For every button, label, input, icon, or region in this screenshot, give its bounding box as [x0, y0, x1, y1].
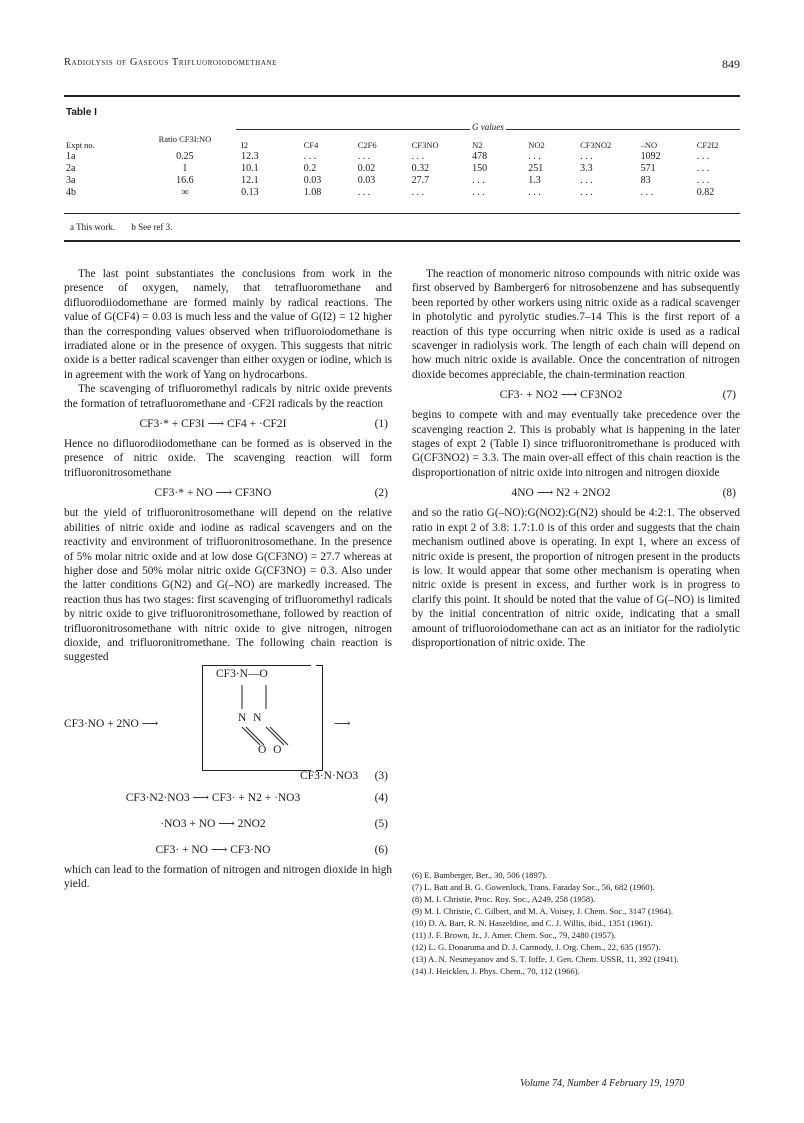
equation: [412, 382, 740, 408]
table-cell: 0.82: [696, 187, 715, 198]
paragraph: The reaction of monomeric nitroso compounds with nitric oxide was first observed by Bamberger6 for nitrosobenzene and has subsequently been reported by other workers using nitric oxide as a radical scavenger in photolytic and pyrolytic studies.7–14 This is the first report of a reaction of this type occurring when nitric oxide is used as a radical scavenger in radiolysis work. The length of each chain will depend on how much nitric oxide is available. Once the concentration of nitrogen dioxide becomes appreciable, the chain-termination reaction: [412, 268, 740, 381]
reference-item: (14) J. Heicklen, J. Phys. Chem., 70, 112 (1966).: [412, 966, 580, 976]
scheme-product: CF3·N·NO3: [300, 769, 359, 782]
equation: [412, 480, 740, 506]
table-bottom-rule: [64, 240, 740, 242]
equation-number: (1): [374, 418, 388, 431]
col-header: Ratio CF3I:NO: [158, 134, 212, 144]
table-cell: . . .: [357, 151, 371, 162]
col-header: –NO: [640, 140, 658, 150]
reference-list: [412, 870, 740, 978]
table-divider-rule: [64, 213, 740, 214]
col-header: N2: [472, 140, 483, 150]
table-cell: 571: [640, 163, 656, 174]
col-header: C2F6: [357, 140, 377, 150]
table-cell: 12.3: [241, 151, 259, 162]
page-number: 849: [722, 57, 740, 71]
equation-text: CF3· + NO ⟶ CF3·NO: [155, 843, 271, 856]
equation-text: CF3·* + CF3I ⟶ CF4 + ·CF2I: [139, 418, 287, 431]
col-header: NO2: [528, 140, 545, 150]
table-cell: 0.2: [303, 163, 317, 174]
table-cell: . . .: [580, 175, 593, 186]
equation-number: (3): [374, 769, 388, 782]
paragraph: but the yield of trifluoronitrosomethane will depend on the relative abilities of nitric oxide and iodine as radical scavengers and on the reactivity and environment of trifluoronitrosomethane. In the presence of 5% molar nitric oxide and at low dose G(CF3NO) = 27.7 whereas at higher dose and 50% molar nitric oxide G(CF3NO) = 0.3. Also under the latter conditions G(N2) and G(–NO) are markedly increased. The reaction thus has two stages: first scavenging of trifluoromethyl radicals by nitric oxide to give trifluoronitrosomethane, followed by reaction of trifluoronitrosomethane with nitric oxide to give nitrogen, nitrogen dioxide, and trifluoronitromethane. The following chain reaction is suggested: [64, 507, 392, 664]
table-cell: 1.3: [528, 175, 541, 186]
table-cell: 1a: [66, 151, 76, 162]
equation-number: (6): [374, 843, 388, 856]
table-cell: . . .: [640, 187, 654, 198]
equation-number: (8): [722, 487, 736, 500]
table-cell: 1: [182, 163, 188, 174]
col-header: Expt no.: [66, 140, 95, 150]
table-cell: . . .: [580, 187, 593, 198]
table-row: [64, 151, 740, 163]
table-cell: 3.3: [580, 163, 593, 174]
table-cell: 2a: [66, 163, 76, 174]
equation-text: ·NO3 + NO ⟶ 2NO2: [160, 817, 266, 830]
paragraph: The last point substantiates the conclusions from work in the presence of oxygen, namely, that tetrafluoromethane and difluorodiiodomethane are formed mainly by radical reactions. The value of G(CF4) = 0.03 is much less and the value of G(I2) = 12 higher than the corresponding values observed when trifluoroiodomethane is irradiated alone or in the presence of oxygen. This suggests that nitric oxide is a better radical scavenger than either oxygen or iodine, which is in agreement with the work of Yang on hydrocarbons.: [64, 268, 392, 381]
table-cell: 4b: [66, 187, 76, 198]
equation: [64, 811, 392, 837]
reference-item: (7) L. Batt and B. G. Gowenlock, Trans. Faraday Soc., 56, 682 (1960).: [412, 882, 655, 892]
equation: [64, 480, 392, 506]
paragraph: Hence no difluorodiiodomethane can be formed as is observed in the presence of nitric oxide. The scavenging reaction will form trifluoronitrosomethane: [64, 438, 392, 479]
equation-number: (5): [374, 817, 388, 830]
equation-text: CF3· + NO2 ⟶ CF3NO2: [499, 389, 623, 402]
table-cell: 12.1: [241, 175, 259, 186]
table-cell: . . .: [472, 187, 485, 198]
table-cell: 1.08: [303, 187, 322, 198]
right-column: [412, 267, 740, 650]
running-title: Radiolysis of Gaseous Trifluoroiodomethane: [64, 57, 278, 68]
table-cell: . . .: [696, 175, 710, 186]
table-cell: . . .: [696, 163, 710, 174]
table-top-rule: [64, 95, 740, 97]
g-values-label: G values: [472, 122, 504, 132]
results-table: [64, 127, 740, 199]
table-cell: 478: [472, 151, 488, 162]
equation-text: CF3·N2·NO3 ⟶ CF3· + N2 + ·NO3: [125, 791, 301, 804]
table-cell: 0.02: [357, 163, 376, 174]
col-header: CF4: [303, 140, 319, 150]
reference-item: (13) A. N. Nesmeyanov and S. T. Ioffe, J. Gen. Chem. USSR, 11, 392 (1941).: [412, 954, 679, 964]
scheme-structure-top: CF3·N—O: [216, 667, 268, 680]
equation-number: (7): [722, 389, 736, 402]
equation-number: (2): [374, 487, 388, 500]
table-cell: . . .: [303, 151, 317, 162]
equation-number: (4): [374, 791, 388, 804]
table-cell: 27.7: [411, 175, 430, 186]
footnote-b: b See ref 3.: [131, 222, 173, 232]
equation-text: 4NO ⟶ N2 + 2NO2: [511, 487, 611, 500]
chain-reaction-scheme: [64, 665, 392, 785]
table-cell: 0.13: [241, 187, 259, 198]
col-header: CF3NO: [411, 140, 439, 150]
left-column: [64, 267, 392, 892]
scheme-arrow: ⟶: [334, 717, 351, 730]
reference-item: (8) M. I. Christie, Proc. Roy. Soc., A249, 258 (1958).: [412, 894, 596, 904]
equation-text: CF3·* + NO ⟶ CF3NO: [154, 487, 272, 500]
table-cell: . . .: [696, 151, 710, 162]
reference-item: (12) L. G. Donaruma and D. J. Carmody, J. Org. Chem., 22, 635 (1957).: [412, 942, 661, 952]
table-cell: . . .: [580, 151, 593, 162]
paragraph: which can lead to the formation of nitrogen and nitrogen dioxide in high yield.: [64, 863, 392, 891]
scheme-structure-bottom: O O: [258, 743, 284, 756]
table-cell: ∞: [181, 187, 189, 198]
scheme-reactants: CF3·NO + 2NO ⟶: [64, 717, 159, 730]
equation: [64, 411, 392, 437]
footnote-a: a This work.: [70, 222, 116, 232]
equation: [64, 785, 392, 811]
col-header: I2: [241, 140, 249, 150]
paragraph: and so the ratio G(–NO):G(NO2):G(N2) should be 4:2:1. The observed ratio in expt 2 of 3.8: 1.7:1.0 is of this order and suggests that the chain mechanism outlined above is operating. In expt 1, where an excess of nitric oxide is present, the proportion of nitrogen present in the products is low. It would appear that some other mechanism is operating when nitric oxide is present in excess, and further work is in progress to clarify this point. It should be noted that the value of G(–NO) is limited by the initial concentration of nitric oxide, indicating that a small amount of trifluoroiodomethane can act as an initiator for the radiolytic disproportionation of nitric oxide. The: [412, 507, 740, 649]
reference-item: (6) E. Bamberger, Ber., 30, 506 (1897).: [412, 870, 548, 880]
table-cell: . . .: [528, 151, 541, 162]
table-cell: 1092: [640, 151, 661, 162]
reference-item: (9) M. I. Christie, C. Gilbert, and M. A. Voisey, J. Chem. Soc., 3147 (1964).: [412, 906, 673, 916]
col-header: CF3NO2: [580, 140, 612, 150]
table-cell: 0.32: [411, 163, 430, 174]
journal-footer: Volume 74, Number 4 February 19, 1970: [520, 1078, 685, 1089]
table-cell: 150: [472, 163, 488, 174]
table-cell: . . .: [528, 187, 541, 198]
table-row: [64, 163, 740, 175]
table-row: [64, 175, 740, 187]
table-cell: 251: [528, 163, 544, 174]
reference-item: (10) D. A. Barr, R. N. Haszeldine, and C. J. Willis, ibid., 1351 (1961).: [412, 918, 653, 928]
paragraph: The scavenging of trifluoromethyl radicals by nitric oxide prevents the formation of tetrafluoromethane and ·CF2I radicals by the reaction: [64, 383, 392, 410]
table-cell: . . .: [357, 187, 371, 198]
table-cell: 0.03: [303, 175, 322, 186]
table-cell: . . .: [411, 151, 425, 162]
equation: [64, 837, 392, 863]
table-cell: . . .: [472, 175, 485, 186]
table-cell: 83: [640, 175, 651, 186]
table-cell: 10.1: [241, 163, 259, 174]
reference-item: (11) J. F. Brown, Jr., J. Amer. Chem. Soc., 79, 2480 (1957).: [412, 930, 617, 940]
table-cell: 0.03: [357, 175, 376, 186]
table-row: [64, 187, 740, 199]
table-title: Table I: [66, 107, 97, 118]
scheme-structure-middle: N N: [238, 711, 264, 724]
table-cell: 3a: [66, 175, 76, 186]
table-cell: 0.25: [176, 151, 194, 162]
table-footnotes: [70, 222, 186, 232]
table-cell: 16.6: [176, 175, 194, 186]
table-header-row: [64, 127, 740, 151]
table-cell: . . .: [411, 187, 425, 198]
col-header: CF2I2: [696, 140, 719, 150]
paragraph: begins to compete with and may eventually take precedence over the scavenging reaction 2. This is probably what is happening in the later stages of expt 2 (Table I) since trifluoronitromethane is produced with G(CF3NO2) = 3.3. The main over-all effect of this chain reaction is the disproportionation of nitric oxide into nitrogen and nitrogen dioxide: [412, 409, 740, 479]
